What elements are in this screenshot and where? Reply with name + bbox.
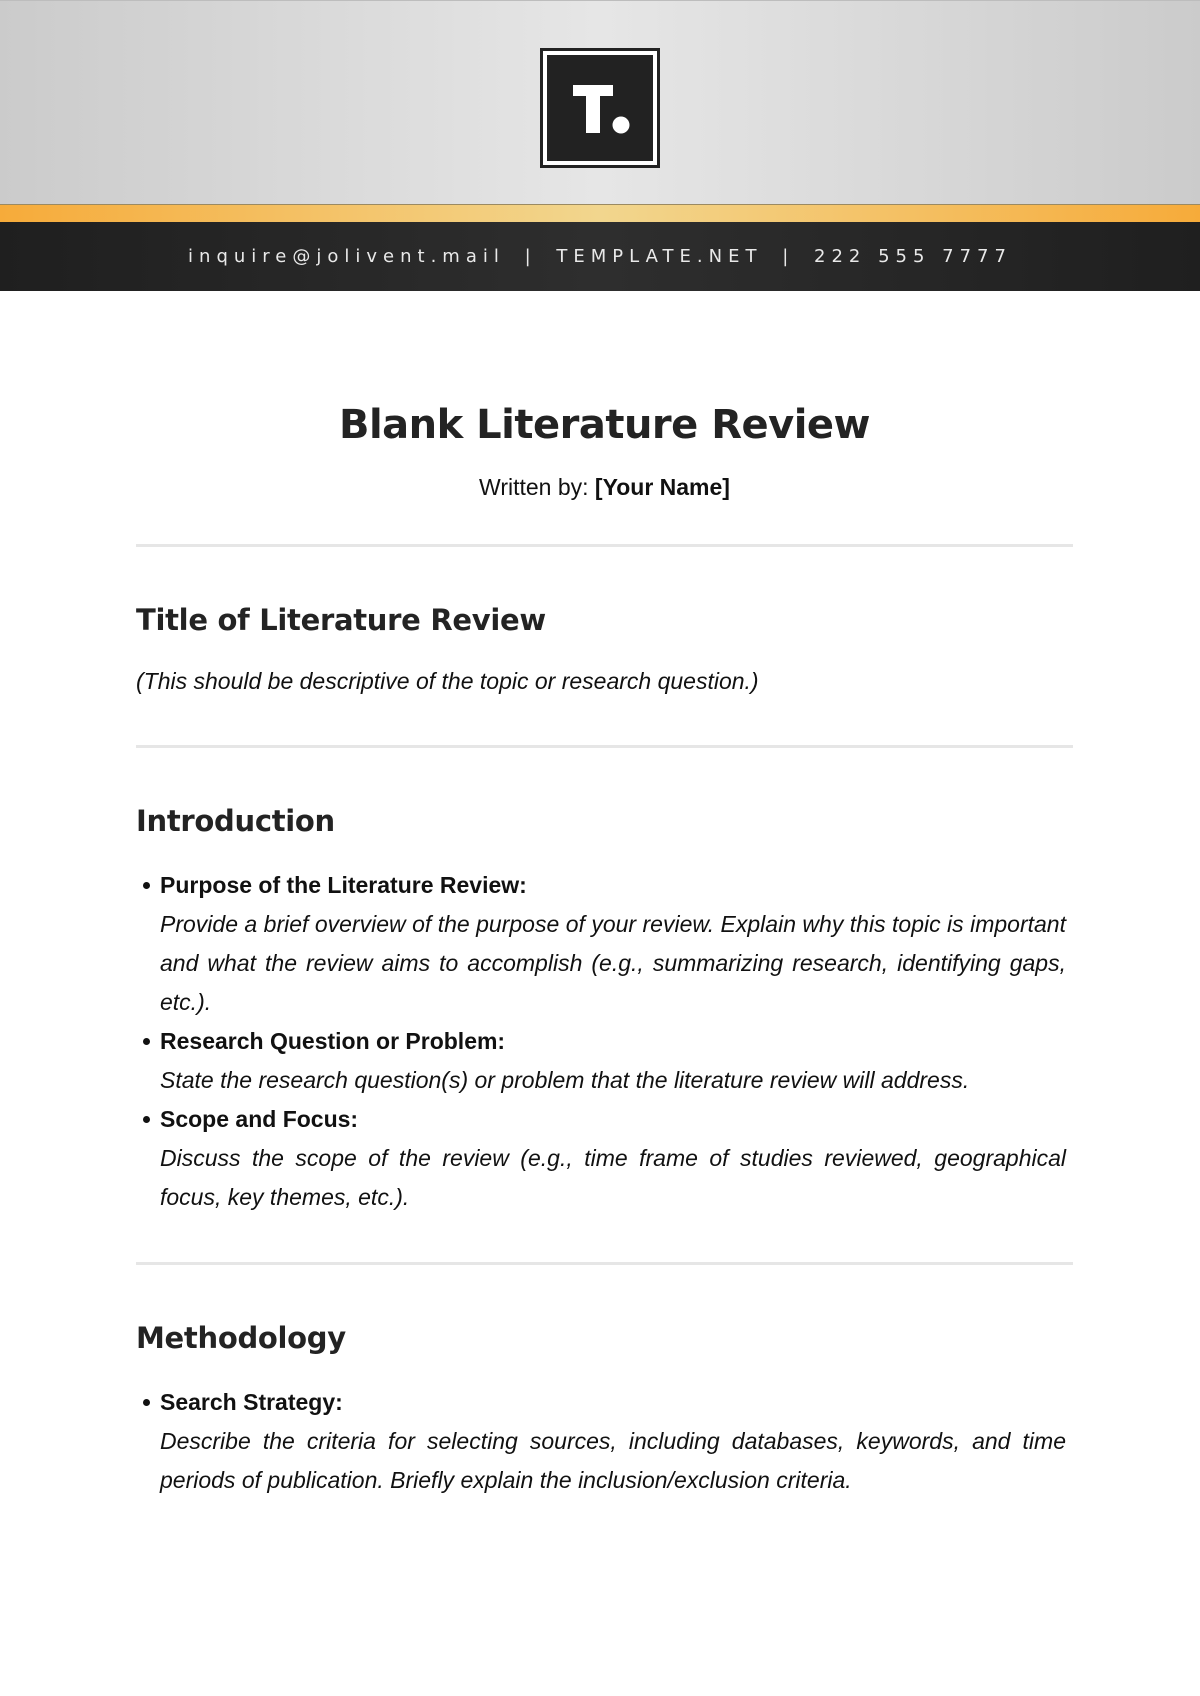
introduction-list bbox=[136, 866, 1073, 1217]
byline-prefix: Written by: bbox=[479, 474, 589, 500]
item-label: Research Question or Problem: bbox=[160, 1028, 506, 1054]
header-band bbox=[0, 0, 1200, 204]
contact-email[interactable]: inquire@jolivent.mail bbox=[188, 246, 505, 267]
contact-separator: | bbox=[524, 246, 537, 267]
contact-bar bbox=[0, 222, 1200, 291]
section-heading-methodology: Methodology bbox=[136, 1321, 346, 1355]
item-label: Search Strategy: bbox=[160, 1389, 343, 1415]
contact-phone[interactable]: 222 555 7777 bbox=[814, 246, 1012, 267]
page-title: Blank Literature Review bbox=[338, 402, 871, 448]
section-divider bbox=[136, 1262, 1073, 1265]
methodology-list bbox=[136, 1383, 1073, 1500]
contact-site[interactable]: TEMPLATE.NET bbox=[556, 246, 763, 267]
list-item bbox=[136, 1383, 1073, 1500]
item-text: Discuss the scope of the review (e.g., time frame of studies reviewed, geographical focus, key themes, etc.). bbox=[160, 1145, 1066, 1210]
document-body bbox=[136, 291, 1073, 1500]
accent-stripe bbox=[0, 204, 1200, 222]
section-divider bbox=[136, 745, 1073, 748]
logo bbox=[540, 48, 660, 168]
bullet-icon bbox=[143, 1399, 150, 1406]
list-item bbox=[136, 1100, 1073, 1217]
contact-separator: | bbox=[782, 246, 795, 267]
logo-mark bbox=[547, 55, 653, 161]
byline bbox=[136, 474, 1073, 501]
section-divider bbox=[136, 544, 1073, 547]
item-label: Scope and Focus: bbox=[160, 1106, 359, 1132]
logo-t-icon bbox=[547, 55, 653, 161]
item-text: Provide a brief overview of the purpose of your review. Explain why this topic is important and what the review aims to accomplish (e.g., summarizing research, identifying gaps, etc.). bbox=[160, 911, 1066, 1015]
section-heading-introduction: Introduction bbox=[136, 804, 335, 838]
bullet-icon bbox=[143, 882, 150, 889]
contact-line bbox=[188, 246, 1012, 267]
bullet-icon bbox=[143, 1116, 150, 1123]
bullet-icon bbox=[143, 1038, 150, 1045]
item-label: Purpose of the Literature Review: bbox=[160, 872, 527, 898]
section-heading-title: Title of Literature Review bbox=[136, 603, 546, 637]
author-name: [Your Name] bbox=[594, 474, 730, 500]
title-note: (This should be descriptive of the topic or research question.) bbox=[136, 668, 759, 694]
item-text: Describe the criteria for selecting sources, including databases, keywords, and time periods of publication. Briefly explain the inclusion/exclusion criteria. bbox=[160, 1428, 1066, 1493]
item-text: State the research question(s) or problem that the literature review will address. bbox=[160, 1067, 970, 1093]
list-item bbox=[136, 866, 1073, 1022]
list-item bbox=[136, 1022, 1073, 1100]
